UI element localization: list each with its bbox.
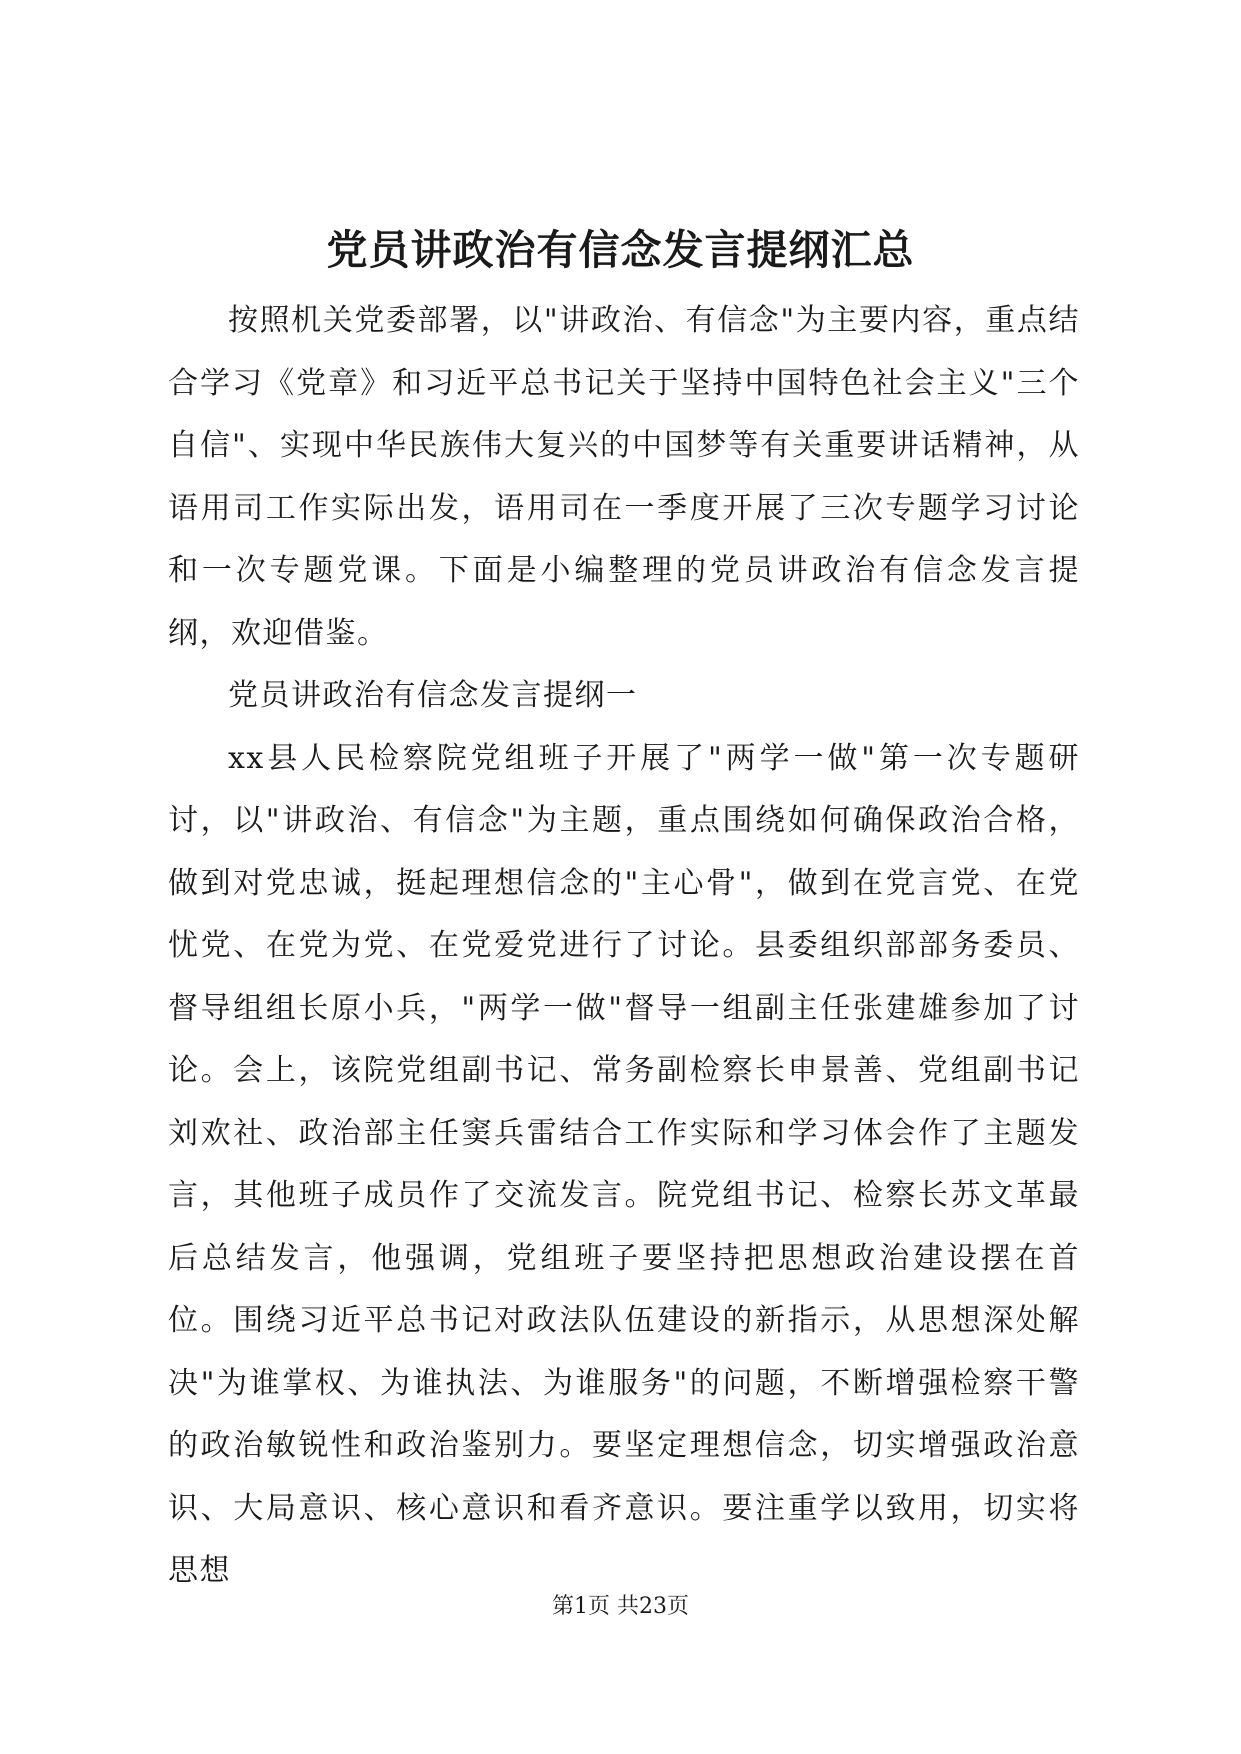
document-title: 党员讲政治有信念发言提纲汇总 bbox=[326, 226, 915, 274]
body-paragraph: xx县人民检察院党组班子开展了"两学一做"第一次专题研讨，以"讲政治、有信念"为主题，重点围绕如何确保政治合格，做到对党忠诚，挺起理想信念的"主心骨"，做到在党言党、在党忧党、在党为党、在党爱党进行了讨论。县委组织部部务委员、督导组组长原小兵，"两学一做"督导一组副主任张建雄参加了讨论。会上，该院党组副书记、常务副检察长申景善、党组副书记刘欢社、政治部主任窦兵雷结合工作实际和学习体会作了主题发言，其他班子成员作了交流发言。院党组书记、检察长苏文革最后总结发言，他强调，党组班子要坚持把思想政治建设摆在首位。围绕习近平总书记对政法队伍建设的新指示，从思想深处解决"为谁掌权、为谁执法、为谁服务"的问题，不断增强检察干警的政治敏锐性和政治鉴别力。要坚定理想信念，切实增强政治意识、大局意识、核心意识和看齐意识。要注重学以致用，切实将思想 bbox=[168, 740, 1080, 1588]
intro-paragraph: 按照机关党委部署，以"讲政治、有信念"为主要内容，重点结合学习《党章》和习近平总书记关于坚持中国特色社会主义"三个自信"、实现中华民族伟大复兴的中国梦等有关重要讲话精神，从语用司工作实际出发，语用司在一季度开展了三次专题学习讨论和一次专题党课。下面是小编整理的党员讲政治有信念发言提纲，欢迎借鉴。 bbox=[168, 303, 1080, 651]
document-body bbox=[168, 290, 1080, 1603]
section-heading: 党员讲政治有信念发言提纲一 bbox=[228, 678, 638, 713]
page-footer: 第1页 共23页 bbox=[552, 1594, 689, 1619]
